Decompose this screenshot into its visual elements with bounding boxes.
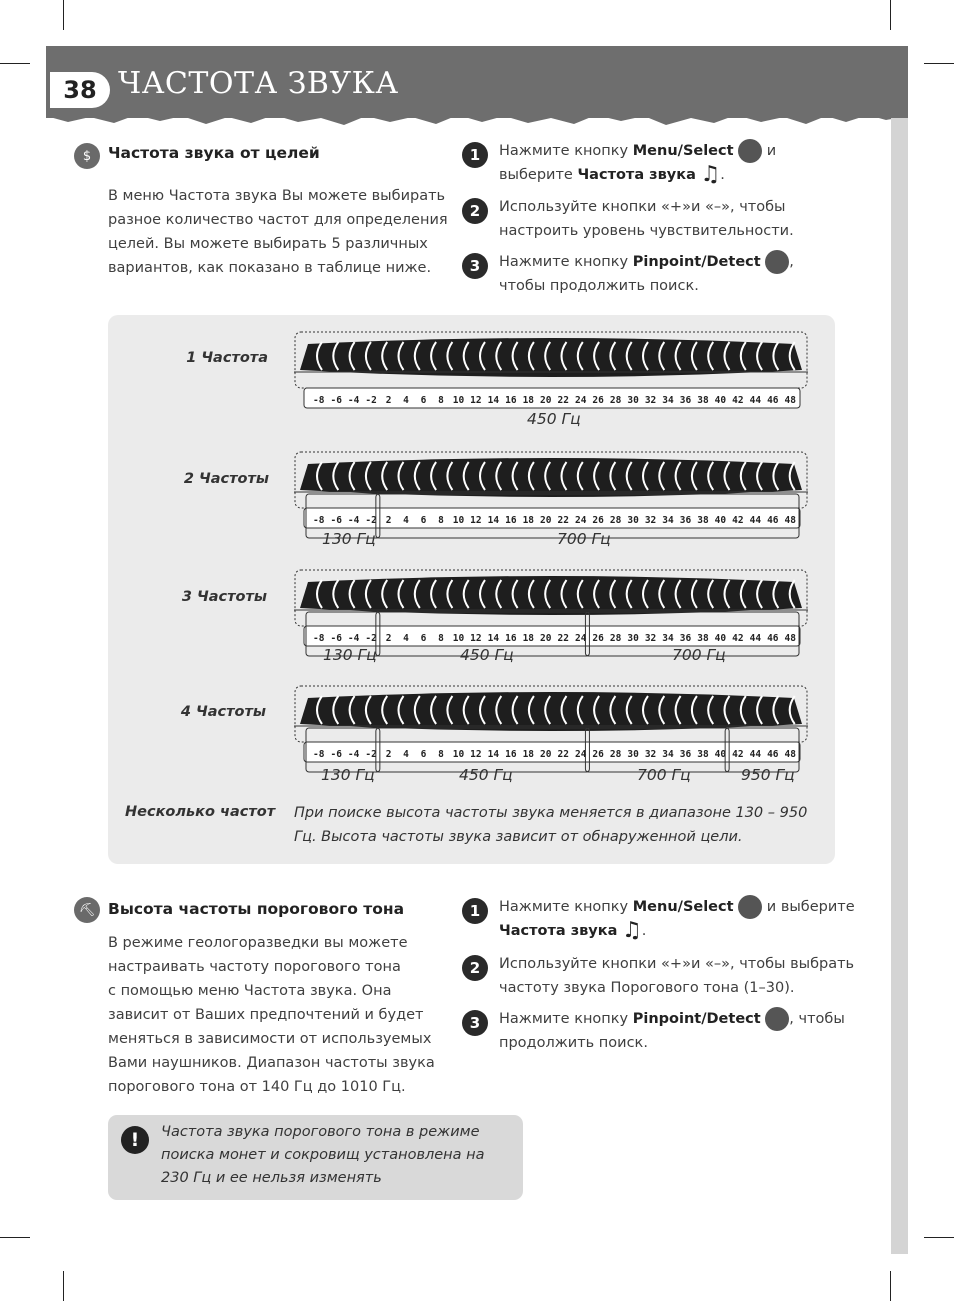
scale-tick-label: 48 (784, 395, 796, 406)
row-label: 4 Частоты (180, 704, 266, 720)
scale-tick-label: 26 (592, 749, 604, 760)
scale-tick-label: 4 (403, 633, 409, 644)
row-label: 1 Частота (186, 350, 268, 366)
scale-tick-label: -6 (330, 633, 342, 644)
freq-label: 700 Гц (557, 530, 611, 548)
scale-tick-label: 2 (385, 395, 392, 406)
scale-tick-label: -8 (313, 395, 325, 406)
scale-tick-label: 48 (784, 515, 796, 526)
pickaxe-icon: ⛏ (74, 897, 100, 923)
step-number: 3 (462, 253, 488, 279)
crop-mark (890, 1271, 891, 1301)
crop-mark (924, 63, 954, 64)
step-number: 2 (462, 198, 488, 224)
freq-label: 700 Гц (672, 646, 726, 664)
scale-tick-label: 26 (592, 395, 604, 406)
scale-tick-label: 26 (592, 515, 604, 526)
scale-tick-label: 16 (505, 749, 517, 760)
scale-tick-label: 14 (487, 749, 500, 760)
scale-tick-label: -8 (313, 515, 325, 526)
scale-tick-label: 44 (749, 633, 762, 644)
scale-tick-label: 6 (420, 515, 427, 526)
step-number: 2 (462, 955, 488, 981)
scale-tick-label: 2 (385, 515, 392, 526)
step-number: 1 (462, 142, 488, 168)
scale-tick-label: -6 (330, 395, 342, 406)
freq-label: 130 Гц (322, 530, 376, 548)
section-title: Высота частоты порогового тона (108, 900, 405, 918)
scale-tick-label: 8 (438, 515, 444, 526)
music-note-icon: ♫ (700, 162, 721, 187)
multi-freq-description: При поиске высота частоты звука меняется в диапазоне 130 – 950 Гц. Высота частоты звука зависит от обнаруженной цели. (294, 805, 808, 845)
scale-tick-label: 42 (732, 633, 744, 644)
scale-tick-label: 42 (732, 395, 744, 406)
scale-tick-label: 26 (592, 633, 604, 644)
scale-tick-label: 6 (420, 749, 427, 760)
scale-tick-label: 18 (522, 395, 535, 406)
scale-tick-label: 8 (438, 395, 444, 406)
scale-tick-label: 42 (732, 515, 744, 526)
scale-tick-label: -2 (365, 749, 377, 760)
scale-tick-label: 12 (470, 395, 482, 406)
scale-tick-label: 10 (452, 633, 465, 644)
scale-tick-label: 30 (627, 633, 639, 644)
menu-select-button-label: Menu/Select (632, 899, 734, 915)
scale-tick-label: 36 (679, 633, 692, 644)
scale-tick-label: 28 (609, 633, 622, 644)
menu-select-button-label: Menu/Select (632, 143, 734, 159)
scale-tick-label: 10 (452, 515, 465, 526)
scale-tick-label: 34 (662, 633, 674, 644)
scale-tick-label: 20 (540, 633, 552, 644)
section-body: В режиме геологоразведки вы можете настраивать частоту порогового тона с помощью меню Частота звука. Она зависит от Ваших предпочтений и будет меняться в зависимости от используемых Вами наушников. Диапазон частоты звука порогового тона от 140 Гц до 1010 Гц. (108, 935, 435, 1095)
scale-tick-label: 8 (438, 633, 444, 644)
freq-label: 450 Гц (459, 766, 513, 784)
multi-freq-label: Несколько частот (125, 804, 276, 820)
freq-label: 450 Гц (460, 646, 514, 664)
scale-tick-label: 44 (749, 395, 762, 406)
scale-tick-label: 4 (403, 749, 409, 760)
freq-label: 700 Гц (637, 766, 691, 784)
crop-mark (0, 63, 30, 64)
scale-tick-label: 2 (385, 633, 392, 644)
coin-icon: $ (74, 143, 100, 169)
scale-tick-label: 46 (767, 749, 779, 760)
row-label: 3 Частоты (181, 589, 267, 605)
scale-tick-label: 34 (662, 515, 674, 526)
scale-tick-label: 6 (420, 633, 427, 644)
sound-freq-label: Частота звука (499, 923, 618, 939)
crop-mark (63, 1271, 64, 1301)
scale-tick-label: 30 (627, 395, 639, 406)
scale-tick-label: 24 (574, 515, 587, 526)
scale-tick-label: 32 (644, 633, 657, 644)
pinpoint-detect-label: Pinpoint/Detect (632, 254, 761, 270)
scale-tick-label: 32 (644, 395, 657, 406)
menu-select-icon (738, 139, 762, 163)
scale-tick-label: -2 (365, 633, 377, 644)
scale-tick-label: 38 (697, 749, 709, 760)
crop-mark (924, 1237, 954, 1238)
scale-tick-label: 12 (470, 515, 482, 526)
step-number: 3 (462, 1010, 488, 1036)
scale-tick-label: -4 (347, 633, 360, 644)
scale-tick-label: 12 (470, 633, 482, 644)
scale-tick-label: 6 (420, 395, 427, 406)
scale-tick-label: 28 (609, 395, 622, 406)
scale-tick-label: 44 (749, 515, 762, 526)
scale-tick-label: 30 (627, 515, 639, 526)
scale-tick-label: 12 (470, 749, 482, 760)
scale-tick-label: 38 (697, 515, 709, 526)
scale-tick-label: -6 (330, 515, 342, 526)
scale-tick-label: 40 (714, 515, 727, 526)
scale-tick-label: 40 (714, 749, 727, 760)
scale-tick-label: 32 (644, 515, 657, 526)
scale-tick-label: 42 (732, 749, 744, 760)
scale-tick-label: 46 (767, 633, 779, 644)
music-note-icon: ♫ (622, 918, 642, 943)
scale-tick-label: 44 (749, 749, 762, 760)
crop-mark (63, 0, 64, 30)
freq-label: 130 Гц (323, 646, 377, 664)
scale-tick-label: 38 (697, 633, 709, 644)
scale-tick-label: 34 (662, 395, 674, 406)
scale-tick-label: 36 (679, 395, 692, 406)
scale-tick-label: 46 (767, 395, 779, 406)
scale-tick-label: 20 (540, 749, 552, 760)
scale-tick-label: 30 (627, 749, 639, 760)
scale-tick-label: 4 (403, 395, 409, 406)
scale-tick-label: 38 (697, 395, 709, 406)
scale-tick-label: 10 (452, 749, 465, 760)
scale-tick-label: 10 (452, 395, 465, 406)
scale-tick-label: 28 (609, 749, 622, 760)
freq-label: 130 Гц (321, 766, 375, 784)
scale-tick-label: 28 (609, 515, 622, 526)
header-torn-edge (46, 110, 908, 128)
scale-tick-label: -2 (365, 395, 377, 406)
section-body: В меню Частота звука Вы можете выбирать разное количество частот для определения целей. Вы можете выбирать 5 различных вариантов, как показано в таблице ниже. (108, 188, 448, 276)
scale-tick-label: 16 (505, 395, 517, 406)
scale-tick-label: 20 (540, 395, 552, 406)
pinpoint-icon (765, 250, 789, 274)
warning-note: ! Частота звука порогового тона в режиме поиска монет и сокровищ установлена на 230 Гц и ее нельзя изменять (108, 1115, 523, 1200)
scale-tick-label: 14 (487, 633, 500, 644)
scale-tick-label: 40 (714, 633, 727, 644)
scale-tick-label: 48 (784, 633, 796, 644)
scale-tick-label: 18 (522, 749, 535, 760)
scale-tick-label: -8 (313, 749, 325, 760)
scale-tick-label: 40 (714, 395, 727, 406)
scale-tick-label: -2 (365, 515, 377, 526)
scale-tick-label: 18 (522, 515, 535, 526)
crop-mark (0, 1237, 30, 1238)
scale-tick-label: 14 (487, 515, 500, 526)
menu-select-icon (738, 895, 762, 919)
scale-tick-label: 32 (644, 749, 657, 760)
row-label: 2 Частоты (183, 471, 269, 487)
scale-tick-label: -4 (347, 515, 360, 526)
scale-tick-label: 2 (385, 749, 392, 760)
scale-tick-label: 36 (679, 515, 692, 526)
scale-tick-label: 36 (679, 749, 692, 760)
sound-freq-label: Частота звука (577, 167, 696, 183)
scale-tick-label: 22 (557, 633, 569, 644)
freq-label: 450 Гц (527, 410, 581, 428)
scale-tick-label: 4 (403, 515, 409, 526)
freq-label: 950 Гц (741, 766, 795, 784)
scale-tick-label: 22 (557, 395, 569, 406)
scale-tick-label: 46 (767, 515, 779, 526)
scale-tick-label: 24 (574, 633, 587, 644)
scale-tick-label: 24 (574, 749, 587, 760)
scale-tick-label: 20 (540, 515, 552, 526)
step-number: 1 (462, 898, 488, 924)
exclamation-icon: ! (121, 1126, 149, 1154)
scale-tick-label: 34 (662, 749, 674, 760)
scale-tick-label: 22 (557, 749, 569, 760)
scale-tick-label: 14 (487, 395, 500, 406)
scale-tick-label: 24 (574, 395, 587, 406)
scale-tick-label: 18 (522, 633, 535, 644)
scale-tick-label: -6 (330, 749, 342, 760)
scale-tick-label: 22 (557, 515, 569, 526)
pinpoint-detect-label: Pinpoint/Detect (632, 1011, 761, 1027)
scale-tick-label: 16 (505, 515, 517, 526)
side-bar (891, 118, 908, 1254)
page-number: 38 (50, 72, 110, 108)
scale-tick-label: 16 (505, 633, 517, 644)
scale-tick-label: -4 (347, 749, 360, 760)
scale-tick-label: 8 (438, 749, 444, 760)
crop-mark (890, 0, 891, 30)
page-title: ЧАСТОТА ЗВУКА (118, 66, 399, 101)
scale-tick-label: -8 (313, 633, 325, 644)
scale-tick-label: 48 (784, 749, 796, 760)
pinpoint-icon (765, 1007, 789, 1031)
scale-tick-label: -4 (347, 395, 360, 406)
section-title: Частота звука от целей (108, 144, 320, 162)
